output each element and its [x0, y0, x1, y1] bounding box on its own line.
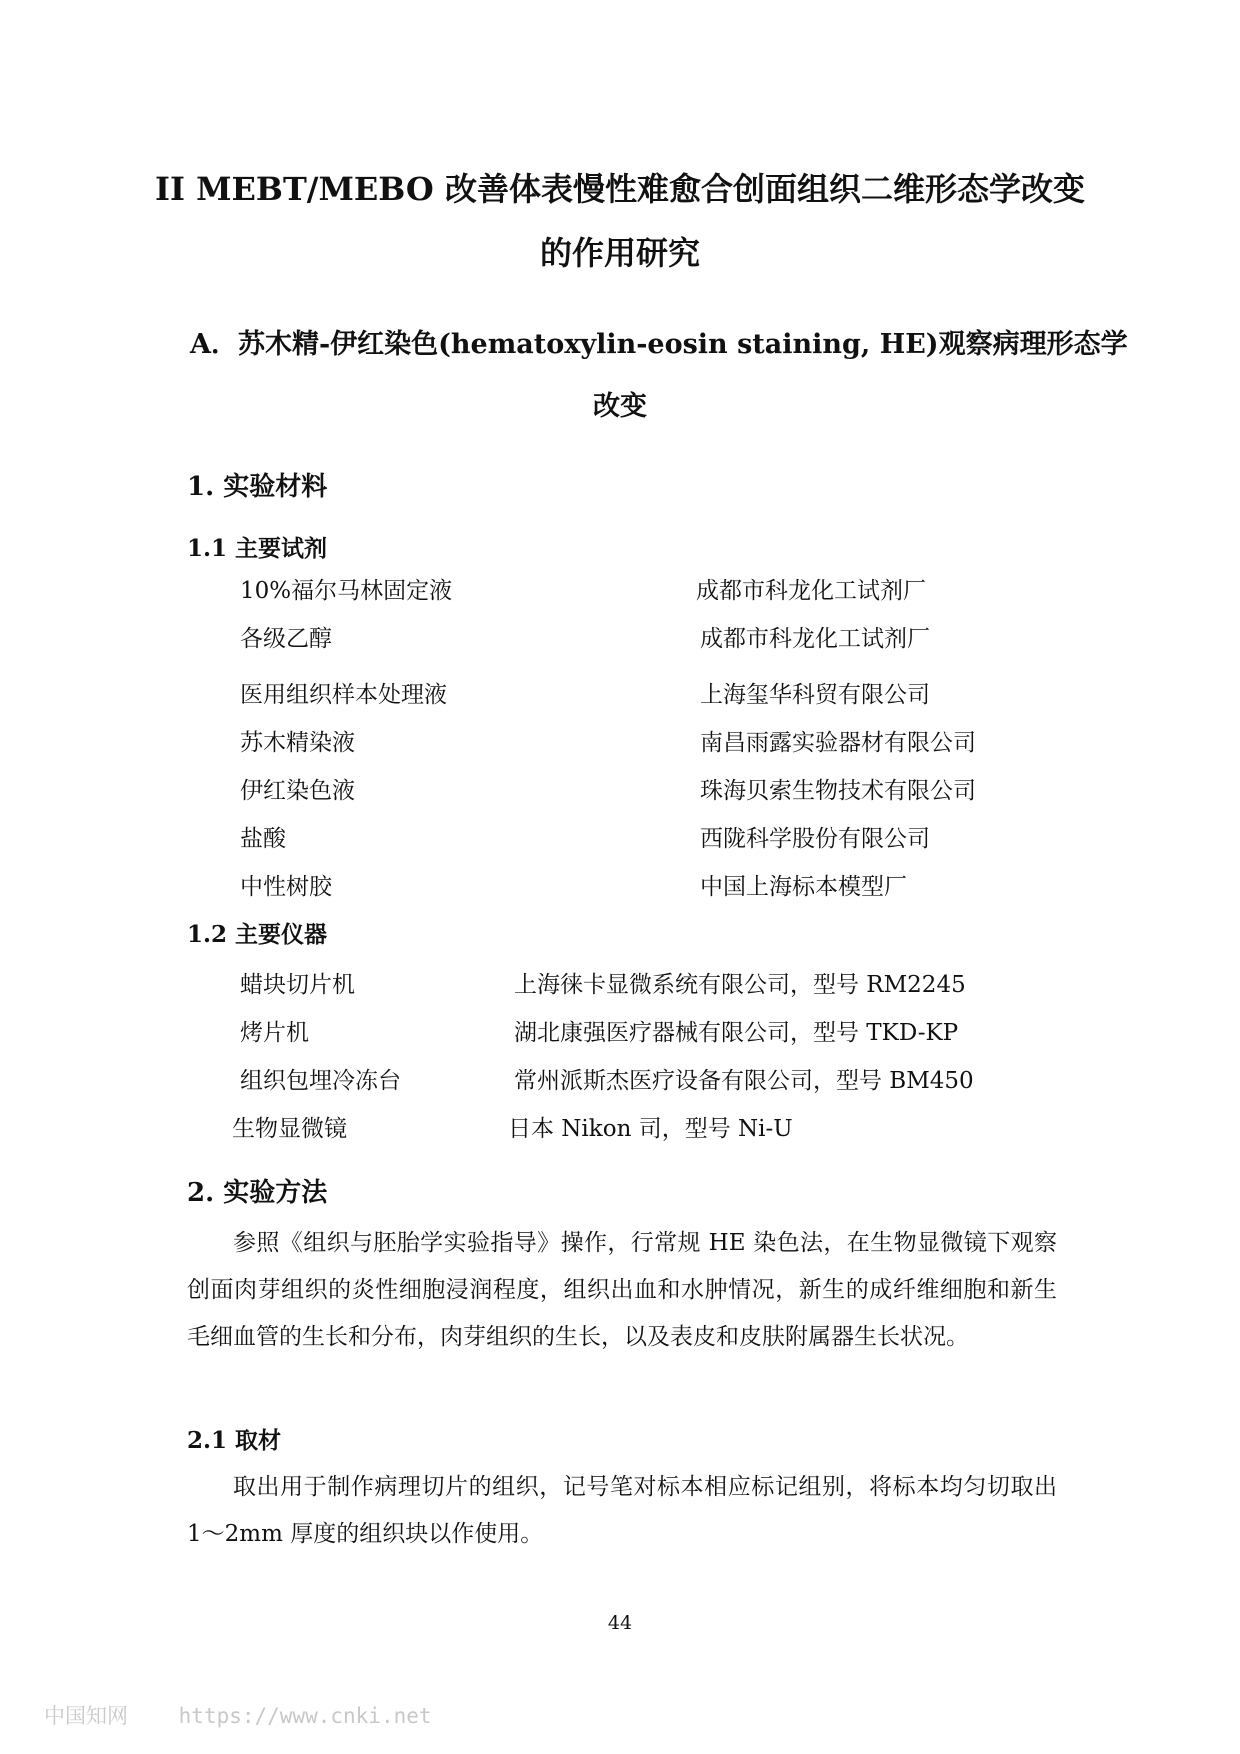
reagent-supplier: 中国上海标本模型厂: [700, 874, 907, 900]
reagent-name: 苏木精染液: [240, 730, 355, 756]
instrument-name: 烤片机: [240, 1020, 309, 1046]
reagent-name: 医用组织样本处理液: [240, 682, 447, 708]
instrument-supplier: 湖北康强医疗器械有限公司，型号 TKD-KP: [514, 1020, 959, 1046]
instrument-supplier: 日本 Nikon 司，型号 Ni-U: [508, 1116, 793, 1142]
reagent-supplier: 成都市科龙化工试剂厂: [696, 578, 926, 604]
watermark-logo: 中国知网: [44, 1704, 128, 1728]
reagent-supplier: 南昌雨露实验器材有限公司: [700, 730, 976, 756]
section-2-paragraph: 参照《组织与胚胎学实验指导》操作，行常规 HE 染色法，在生物显微镜下观察创面肉芽组织的炎性细胞浸润程度，组织出血和水肿情况，新生的成纤维细胞和新生毛细血管的生长和分布，肉芽组织的生长，以及表皮和皮肤附属器生长状况。: [187, 1230, 1057, 1350]
reagent-name: 中性树胶: [240, 874, 332, 900]
reagent-supplier: 成都市科龙化工试剂厂: [700, 626, 930, 652]
document-title-line-2: 的作用研究: [539, 234, 700, 272]
reagent-supplier: 西陇科学股份有限公司: [700, 826, 930, 852]
instrument-name: 蜡块切片机: [240, 972, 355, 998]
section-1-heading: 1. 实验材料: [187, 472, 328, 502]
reagent-name: 10%福尔马林固定液: [240, 578, 453, 604]
instrument-supplier: 常州派斯杰医疗设备有限公司，型号 BM450: [514, 1068, 974, 1094]
reagent-name: 各级乙醇: [240, 626, 332, 652]
instrument-name: 生物显微镜: [232, 1116, 347, 1142]
watermark: [44, 1700, 432, 1730]
reagent-name: 伊红染色液: [240, 778, 355, 804]
page-number: 44: [607, 1612, 633, 1634]
instrument-name: 组织包埋冷冻台: [240, 1068, 401, 1094]
section-2-heading: 2. 实验方法: [187, 1178, 328, 1208]
reagent-supplier: 上海玺华科贸有限公司: [700, 682, 930, 708]
watermark-url: https://www.cnki.net: [178, 1704, 432, 1728]
section-1-1-heading: 1.1 主要试剂: [187, 535, 328, 562]
instrument-supplier: 上海徕卡显微系统有限公司，型号 RM2245: [514, 972, 966, 998]
reagent-name: 盐酸: [240, 826, 286, 852]
section-a-heading-line-1: A．苏木精-伊红染色(hematoxylin-eosin staining, HE)观察病理形态学: [190, 329, 1128, 360]
reagent-supplier: 珠海贝索生物技术有限公司: [700, 778, 976, 804]
section-a-heading-line-2: 改变: [593, 391, 647, 422]
section-1-2-heading: 1.2 主要仪器: [187, 921, 328, 948]
section-2-1-heading: 2.1 取材: [187, 1427, 282, 1454]
document-title-line-1: II MEBT/MEBO 改善体表慢性难愈合创面组织二维形态学改变: [155, 170, 1085, 208]
section-2-1-paragraph: 取出用于制作病理切片的组织，记号笔对标本相应标记组别，将标本均匀切取出 1～2mm 厚度的组织块以作使用。: [187, 1474, 1057, 1547]
